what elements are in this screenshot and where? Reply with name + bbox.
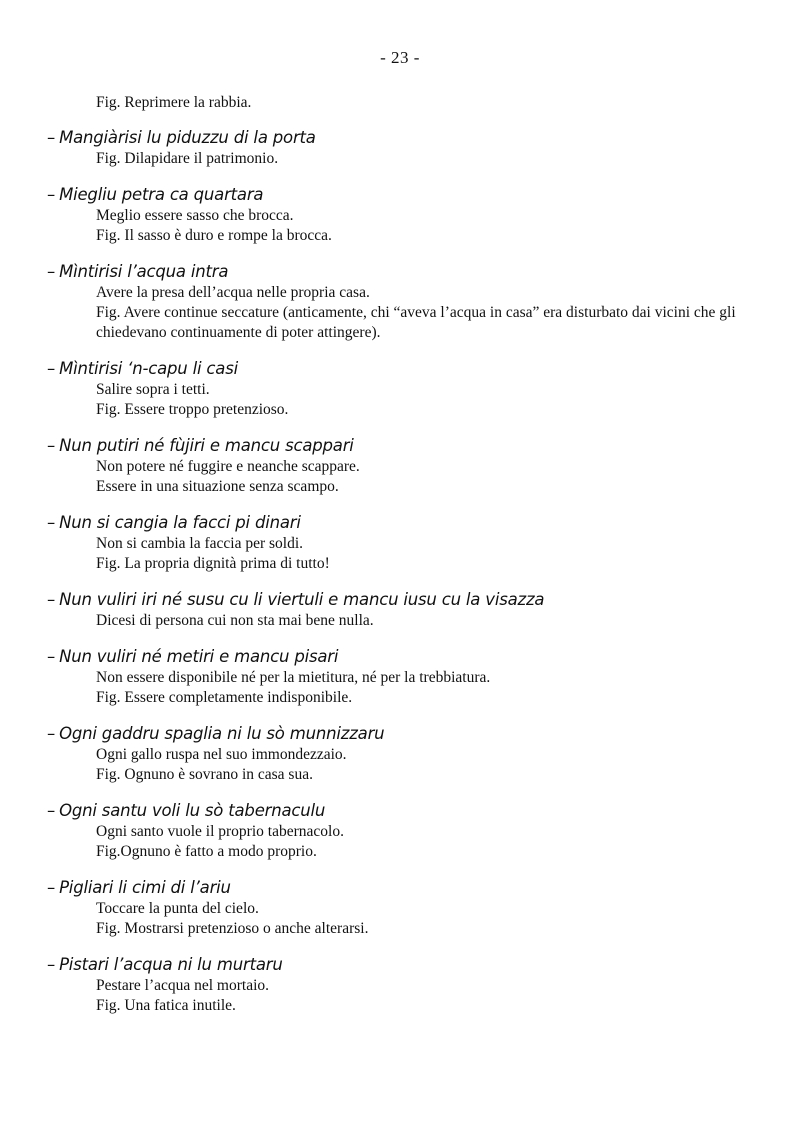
entry-dash: – [47,647,56,666]
entry-dash: – [47,878,56,897]
proverb-heading [0,589,800,611]
entry-dash: – [47,436,56,455]
proverb-heading [0,646,800,668]
proverb-heading [0,877,800,899]
proverb-explanation: Fig. Il sasso è duro e rompe la brocca. [96,227,332,244]
proverb-explanation: Ogni santo vuole il proprio tabernacolo. [96,823,344,840]
proverb-entry [0,512,800,574]
proverb-explanation: Essere in una situazione senza scampo. [96,478,339,495]
proverb-entry [0,723,800,785]
proverb-explanation: Dicesi di persona cui non sta mai bene nulla. [96,612,374,629]
entry-dash: – [47,128,56,147]
entry-dash: – [47,801,56,820]
proverb-text: Ogni gaddru spaglia ni lu sò munnizzaru [59,724,385,743]
proverb-entry [0,358,800,420]
proverb-explanation: Ogni gallo ruspa nel suo immondezzaio. [96,746,347,763]
proverb-entry [0,877,800,939]
proverb-list [0,93,800,1031]
proverb-explanation: Fig. Essere completamente indisponibile. [96,689,353,706]
proverb-explanation: Salire sopra i tetti. [96,381,210,398]
proverb-entry [0,127,800,169]
proverb-explanation: Fig. Mostrarsi pretenzioso o anche alterarsi. [96,920,369,937]
proverb-explanation: Fig. Essere troppo pretenzioso. [96,401,289,418]
proverb-entry [0,646,800,708]
proverb-explanation: Fig. Avere continue seccature (anticamente, chi “aveva l’acqua in casa” era disturbato dai vicini che gli chiedevano continuamente di poter attingere). [96,304,736,341]
proverb-explanation: Avere la presa dell’acqua nelle propria casa. [96,284,370,301]
proverb-heading [0,435,800,457]
proverb-text: Mangiàrisi lu piduzzu di la porta [59,128,316,147]
proverb-explanation: Pestare l’acqua nel mortaio. [96,977,270,994]
entry-dash: – [47,590,56,609]
proverb-heading [0,184,800,206]
proverb-text: Pigliari li cimi di l’ariu [59,878,231,897]
proverb-explanation: Fig. Ognuno è sovrano in casa sua. [96,766,313,783]
proverb-explanation: Meglio essere sasso che brocca. [96,207,294,224]
entry-dash: – [47,724,56,743]
page-number: - 23 - [380,48,420,67]
proverb-explanation: Toccare la punta del cielo. [96,900,259,917]
proverb-explanation: Non essere disponibile né per la mietitura, né per la trebbiatura. [96,669,491,686]
proverb-heading [0,723,800,745]
proverb-explanation: Non si cambia la faccia per soldi. [96,535,304,552]
entry-dash: – [47,359,56,378]
proverb-explanation: Fig. Una fatica inutile. [96,997,236,1014]
proverb-explanation: Non potere né fuggire e neanche scappare. [96,458,360,475]
proverb-text: Nun si cangia la facci pi dinari [59,513,301,532]
proverb-heading [0,127,800,149]
proverb-text: Ogni santu voli lu sò tabernaculu [59,801,326,820]
proverb-text: Mìntirisi ‘n-capu li casi [59,359,238,378]
proverb-text: Miegliu petra ca quartara [59,185,264,204]
entry-dash: – [47,185,56,204]
continuation-line: Fig. Reprimere la rabbia. [96,94,252,111]
proverb-heading [0,800,800,822]
proverb-text: Nun vuliri iri né susu cu li viertuli e mancu iusu cu la visazza [59,590,545,609]
entry-dash: – [47,513,56,532]
proverb-explanation: Fig. La propria dignità prima di tutto! [96,555,330,572]
proverb-entry [0,800,800,862]
proverb-heading [0,358,800,380]
entry-dash: – [47,262,56,281]
proverb-explanation: Fig.Ognuno è fatto a modo proprio. [96,843,317,860]
proverb-entry [0,954,800,1016]
proverb-entry [0,184,800,246]
entries-container [0,127,800,1016]
proverb-text: Pistari l’acqua ni lu murtaru [59,955,283,974]
proverb-entry [0,435,800,497]
proverb-heading [0,261,800,283]
proverb-text: Mìntirisi l’acqua intra [59,262,229,281]
proverb-text: Nun vuliri né metiri e mancu pisari [59,647,339,666]
proverb-heading [0,512,800,534]
proverb-explanation: Fig. Dilapidare il patrimonio. [96,150,279,167]
proverb-text: Nun putiri né fùjiri e mancu scappari [59,436,354,455]
proverb-entry [0,261,800,343]
entry-dash: – [47,955,56,974]
proverb-heading [0,954,800,976]
proverb-entry [0,589,800,631]
